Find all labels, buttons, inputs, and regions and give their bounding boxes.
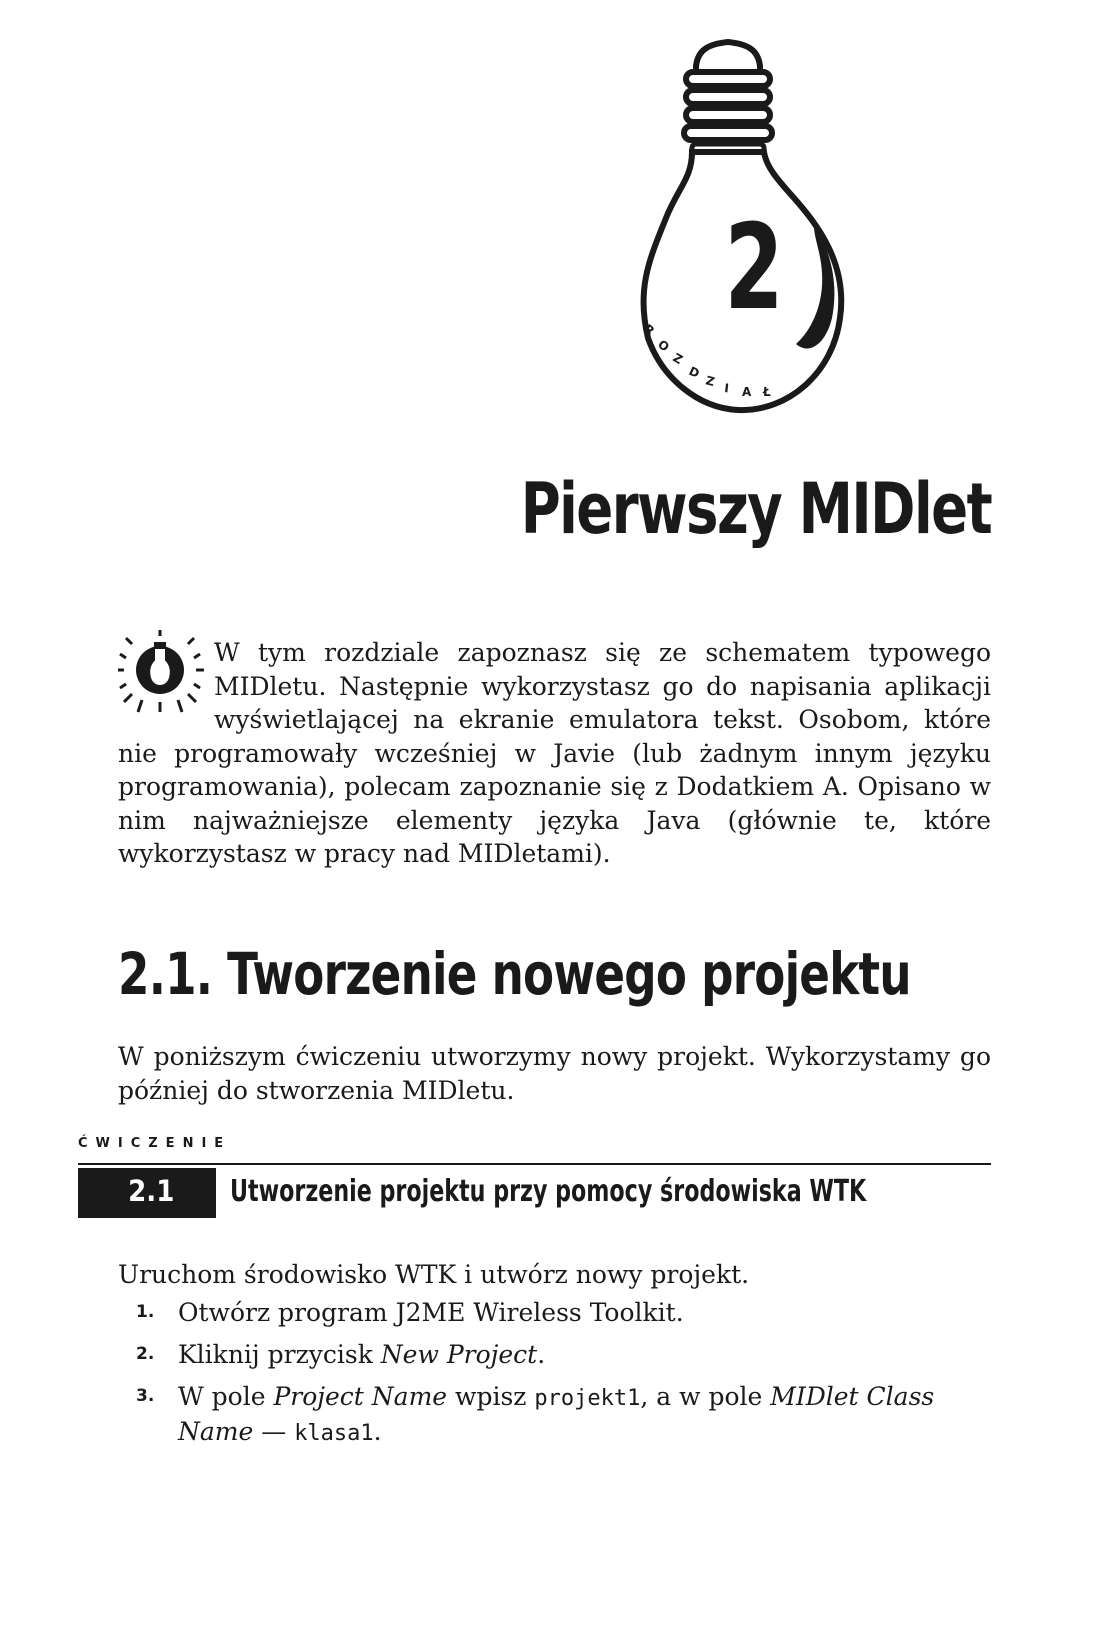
step-emphasis: MIDlet Class Name [178,1382,935,1446]
chapter-label-o: O [655,337,672,355]
step-text: . [537,1340,546,1369]
section-heading: 2.1. Tworzenie nowego projektu [118,940,911,1008]
chapter-label-z: Z [670,350,686,367]
step-emphasis: New Project [380,1340,538,1369]
exercise-badge [78,1168,216,1218]
code-text: projekt1 [534,1386,641,1411]
step-text: wpisz [447,1382,535,1411]
section-paragraph: W poniższym ćwiczeniu utworzymy nowy projekt. Wykorzystamy go później do stworzenia MIDletu. [118,1042,991,1105]
step-text: , a w pole [640,1382,771,1411]
code-text: klasa1 [294,1421,374,1446]
step-number: 2. [136,1344,155,1364]
step-text: W pole [178,1382,274,1411]
exercise-number: 2.1 [127,1174,174,1208]
step-list [118,1296,978,1459]
chapter-label-r: R [641,321,658,339]
chapter-number: 2 [724,200,784,337]
chapter-title: Pierwszy MIDlet [520,468,991,550]
chapter-label-z2: Z [704,373,717,390]
intro-paragraph: W tym rozdziale zapoznasz się ze schematem typowego MIDletu. Następnie wykorzystasz go do napisania aplikacji wyświetlającej na ekranie emulatora tekst. Osobom, które nie programowały wcześniej w Javie (lub żadnym innym języku programowania), polecam zapoznanie się z Dodatkiem A. Opisano w nim najważniejsze elementy języka Java (głównie te, które wykorzystasz w pracy nad MIDletami). [118,638,991,868]
chapter-label-l: Ł [763,385,771,399]
list-item [118,1296,978,1329]
list-item [118,1380,978,1450]
step-number: 3. [136,1386,155,1406]
step-text: Otwórz program J2ME Wireless Toolkit. [178,1298,684,1327]
chapter-emblem [628,38,898,458]
lightbulb-icon [628,38,898,458]
lightbulb-icon [118,630,208,730]
step-emphasis: Project Name [273,1382,448,1411]
chapter-label-a: A [742,385,752,399]
exercise-divider [78,1163,991,1165]
exercise-intro: Uruchom środowisko WTK i utwórz nowy projekt. [118,1260,750,1289]
step-text: — [253,1417,295,1446]
exercise-title: Utworzenie projektu przy pomocy środowiska WTK [230,1174,867,1209]
exercise-kicker: ĆWICZENIE [78,1136,232,1151]
intro-block [118,636,991,871]
chapter-label-d: D [686,363,702,381]
list-item [118,1338,978,1371]
step-text: Kliknij przycisk [178,1340,381,1369]
step-text: . [373,1417,382,1446]
step-number: 1. [136,1302,155,1322]
chapter-label-i: I [723,381,730,396]
